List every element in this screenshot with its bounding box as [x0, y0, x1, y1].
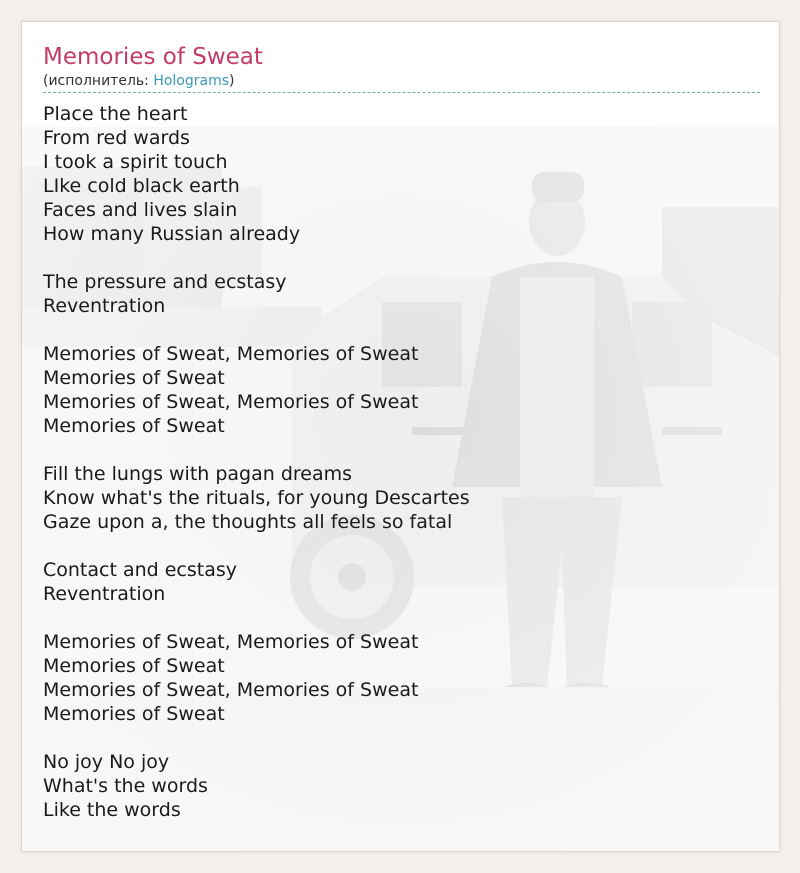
lyric-line: Fill the lungs with pagan dreams: [43, 463, 353, 485]
lyric-line: LIke cold black earth: [43, 175, 240, 197]
lyric-line: Memories of Sweat, Memories of Sweat: [43, 391, 419, 413]
lyric-line: Reventration: [43, 295, 166, 317]
lyric-line: Memories of Sweat: [43, 367, 225, 389]
lyric-line: Memories of Sweat: [43, 655, 225, 677]
stanza: [43, 750, 760, 822]
lyric-line: Memories of Sweat: [43, 703, 225, 725]
stanza: [43, 102, 760, 246]
lyric-line: Like the words: [43, 799, 181, 821]
lyric-line: Place the heart: [43, 103, 188, 125]
stanza: [43, 558, 760, 606]
lyric-line: Memories of Sweat, Memories of Sweat: [43, 679, 419, 701]
lyric-line: The pressure and ecstasy: [43, 271, 287, 293]
lyric-line: Memories of Sweat, Memories of Sweat: [43, 631, 419, 653]
lyric-line: Faces and lives slain: [43, 199, 238, 221]
artist-line: [43, 72, 760, 93]
lyric-line: What's the words: [43, 775, 208, 797]
lyric-line: Know what's the rituals, for young Descartes: [43, 487, 470, 509]
stanza: [43, 462, 760, 534]
artist-prefix: (исполнитель:: [43, 73, 154, 89]
lyric-line: Reventration: [43, 583, 166, 605]
lyric-line: Memories of Sweat: [43, 415, 225, 437]
lyric-line: From red wards: [43, 127, 190, 149]
lyrics-body: [43, 102, 760, 822]
lyric-line: Memories of Sweat, Memories of Sweat: [43, 343, 419, 365]
artist-link[interactable]: Holograms: [153, 73, 230, 89]
lyric-line: I took a spirit touch: [43, 151, 228, 173]
stanza: [43, 630, 760, 726]
stanza: [43, 342, 760, 438]
lyric-line: Gaze upon a, the thoughts all feels so fatal: [43, 511, 453, 533]
artist-suffix: ): [229, 73, 235, 89]
lyric-line: Contact and ecstasy: [43, 559, 238, 581]
stanza: [43, 270, 760, 318]
lyric-line: No joy No joy: [43, 751, 170, 773]
lyrics-card: [21, 21, 780, 852]
lyrics-content: [43, 22, 760, 846]
lyric-line: How many Russian already: [43, 223, 301, 245]
song-title: Memories of Sweat: [43, 44, 263, 70]
